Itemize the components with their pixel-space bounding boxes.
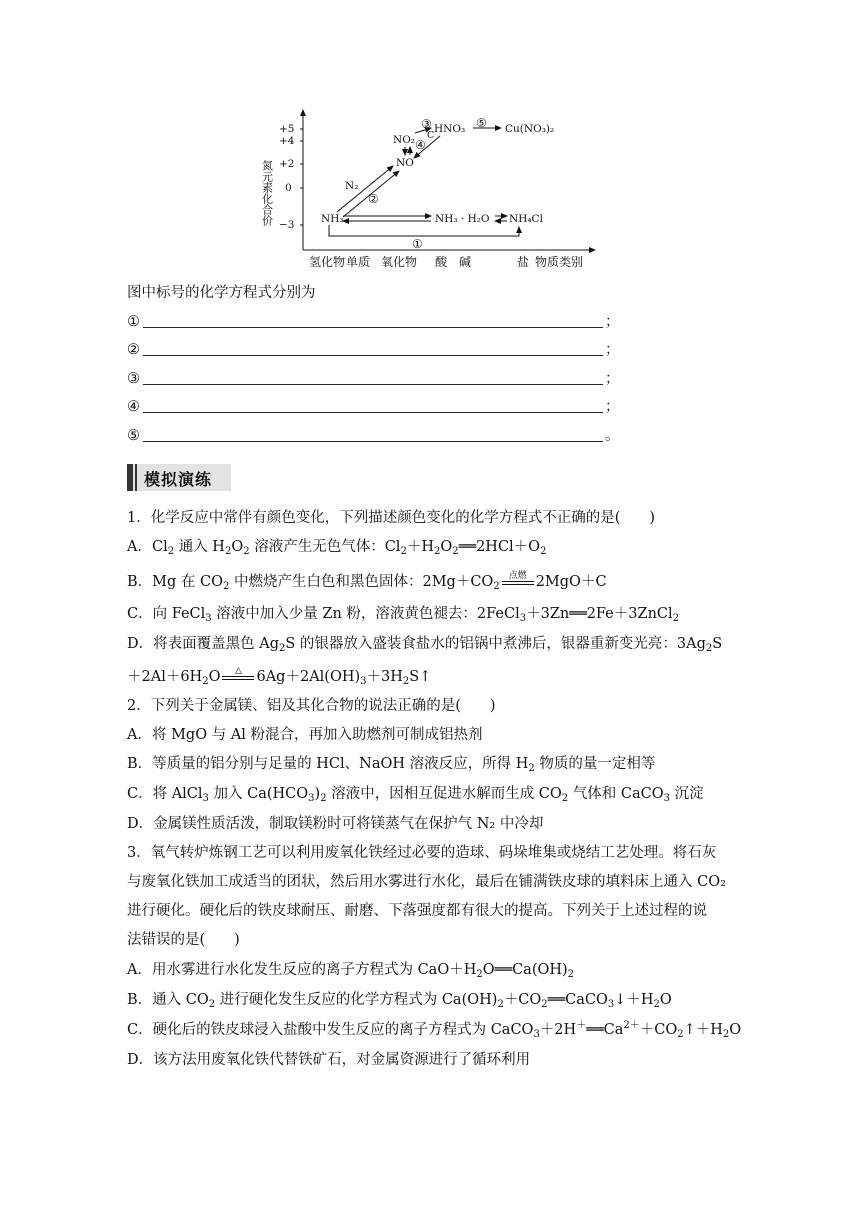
section-title: 模拟演练: [144, 470, 213, 489]
section-bar-thin-icon: [135, 464, 137, 491]
blank-marker-2: ②: [127, 342, 140, 358]
q3-stem-line4: 法错误的是( ): [127, 932, 240, 948]
q3-stem-line1: 3．氧气转炉炼钢工艺可以利用废氧化铁经过必要的造球、码垛堆集或烧结工艺处理。将石灰: [127, 845, 717, 861]
q2-stem: 2．下列关于金属镁、铝及其化合物的说法正确的是( ): [127, 698, 496, 714]
blank-end-1: ；: [605, 314, 620, 330]
q2-option-a[interactable]: A．将 MgO 与 Al 粉混合，再加入助燃剂可制成铝热剂: [127, 727, 483, 743]
blank-marker-1: ①: [127, 314, 140, 330]
q3-option-b[interactable]: B．通入 $CO_2$ 进行硬化发生反应的化学方程式为 $Ca(OH)_2+CO_2══CaCO_3↓+H_2O$: [127, 992, 672, 1010]
blank-end-3: ；: [605, 371, 620, 387]
q3-stem-line3: 进行硬化。硬化后的铁皮球耐压、耐磨、下落强度都有很大的提高。下列关于上述过程的说: [127, 903, 707, 919]
species-n2: N₂: [345, 180, 359, 192]
q1-stem: 1．化学反应中常伴有颜色变化，下列描述颜色变化的化学方程式不正确的是( ): [127, 510, 656, 526]
reaction-marker: ⑤: [476, 116, 487, 130]
blank-line-1[interactable]: [143, 327, 603, 328]
blank-end-2: ；: [605, 342, 620, 358]
species-cuno3: Cu(NO₃)₂: [505, 123, 555, 135]
species-no: NO: [396, 157, 414, 169]
nitrogen-valence-diagram: [255, 100, 615, 275]
species-nh3: NH₃: [321, 213, 344, 225]
x-category-label: 酸: [435, 255, 448, 269]
blank-marker-3: ③: [127, 371, 140, 387]
prompt-text: 图中标号的化学方程式分别为: [127, 285, 316, 301]
reaction-marker: ④: [415, 138, 426, 152]
q3-option-c[interactable]: C．硬化后的铁皮球浸入盐酸中发生反应的离子方程式为 $CaCO_3+2H^+══Ca^{2+}+CO_2↑+H_2O$: [127, 1020, 742, 1040]
x-category-label: 单质: [346, 255, 371, 269]
x-categories: [309, 254, 583, 269]
q1-option-c[interactable]: C．向 FeCl$_3$ 溶液中加入少量 Zn 粉，溶液黄色褪去：2FeCl$_3$＋3Zn══2Fe＋3ZnCl$_2$: [127, 606, 680, 624]
y-tick-label: +5: [279, 123, 295, 135]
reaction-marker: ①: [412, 237, 423, 251]
y-ticks: [279, 123, 303, 231]
q2-option-b[interactable]: B．等质量的铝分别与足量的 HCl、NaOH 溶液反应，所得 $H_2$ 物质的量一定相等: [127, 756, 656, 774]
y-axis-label: 氮元素化合价: [260, 160, 274, 226]
y-tick-label: −3: [279, 219, 295, 231]
q2-option-c[interactable]: C．将 AlCl$_3$ 加入 $Ca(HCO_3)_2$ 溶液中，因相互促进水解而生成 $CO_2$ 气体和 CaCO$_3$ 沉淀: [127, 786, 704, 804]
x-category-label: 盐: [517, 255, 530, 269]
x-category-label: 氧化物: [381, 255, 418, 269]
ignite-condition: 点燃: [500, 572, 536, 592]
x-category-label: 碱: [459, 255, 472, 269]
x-category-label: 氢化物: [309, 255, 346, 269]
y-tick-label: +2: [279, 158, 295, 170]
blank-end-4: ；: [605, 399, 620, 415]
species-c: C: [427, 130, 435, 141]
section-bar-icon: [127, 464, 133, 491]
heat-condition: △: [220, 667, 256, 687]
blank-marker-4: ④: [127, 399, 140, 415]
q1-option-a[interactable]: A．$Cl_2$ 通入 $H_2O_2$ 溶液产生无色气体：$Cl_2+H_2O_2══2HCl+O_2$: [127, 539, 547, 557]
blank-line-5[interactable]: [143, 441, 603, 442]
q3-option-a[interactable]: A．用水雾进行水化发生反应的离子方程式为 $CaO+H_2O══Ca(OH)_2$: [127, 962, 575, 980]
y-tick-label: +4: [279, 135, 295, 147]
species-nh4cl: NH₄Cl: [509, 213, 543, 225]
species-hno3: HNO₃: [434, 123, 466, 135]
diagram-svg: [255, 100, 615, 275]
q2-option-d[interactable]: D．金属镁性质活泼，制取镁粉时可将镁蒸气在保护气 N₂ 中冷却: [127, 816, 544, 832]
y-tick-label: 0: [285, 182, 292, 194]
blank-line-2[interactable]: [143, 355, 603, 356]
section-header: [127, 464, 231, 491]
q1-option-d[interactable]: D．将表面覆盖黑色 $Ag_2S$ 的银器放入盛装食盐水的铝锅中煮沸后，银器重新变光亮：$3Ag_2S$: [127, 636, 723, 654]
species-no2: NO₂: [393, 134, 416, 146]
reaction-marker: ②: [368, 192, 379, 206]
blank-end-5: 。: [605, 428, 620, 444]
q1-option-d-cont: $+2Al+6H_2O$ △ $6Ag+2Al(OH)_3+3H_2S↑$: [127, 666, 432, 687]
q3-option-d[interactable]: D．该方法用废氧化铁代替铁矿石，对金属资源进行了循环利用: [127, 1052, 531, 1068]
blank-marker-5: ⑤: [127, 428, 140, 444]
q1-option-b[interactable]: B．Mg 在 $CO_2$ 中燃烧产生白色和黑色固体：$2Mg+CO_2$ 点燃 2MgO＋C: [127, 571, 607, 592]
species-nh3h2o: NH₃ · H₂O: [435, 213, 490, 225]
reaction-marker: ③: [421, 117, 432, 131]
blank-line-4[interactable]: [143, 412, 603, 413]
x-axis-label: 物质类别: [535, 255, 584, 269]
blank-line-3[interactable]: [143, 384, 603, 385]
q3-stem-line2: 与废氧化铁加工成适当的团状，然后用水雾进行水化，最后在铺满铁皮球的填料床上通入 CO₂: [127, 874, 726, 890]
